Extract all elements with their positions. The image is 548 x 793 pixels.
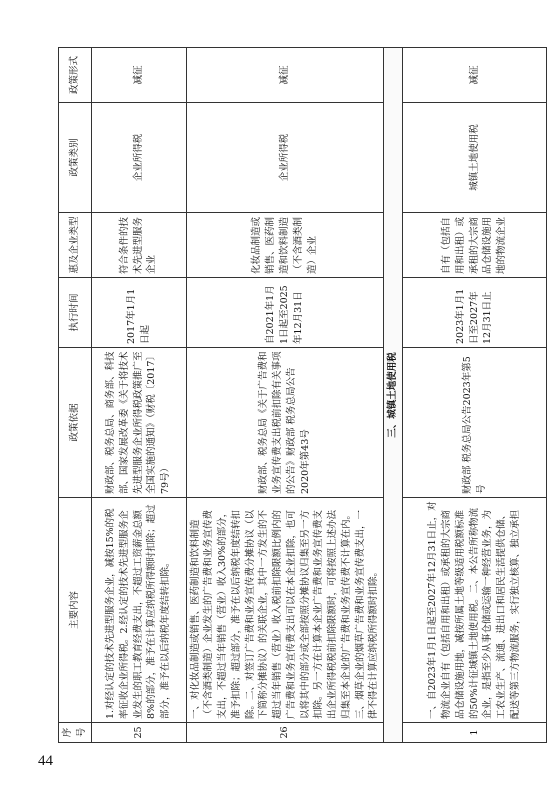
basis-cell: 财政部、税务总局、商务部、科技部、国家发展改革委《关于将技术先进型服务企业所得税政策推广至全国实施的通知》（财税〔2017〕79号） <box>91 348 186 498</box>
period-cell: 自2021年1月1日起至2025年12月31日 <box>186 278 384 348</box>
header-cell: 序号 <box>59 723 92 743</box>
header-cell: 主要内容 <box>59 498 92 723</box>
category-cell: 企业所得税 <box>186 103 384 213</box>
row-number: 1 <box>403 723 547 743</box>
section-title: 三、城镇土地使用税 <box>384 48 403 743</box>
content-cell: 一、自2023年1月1日起至2027年12月31日止，对物流企业自有（包括自用和出租）或承租的大宗商品仓储设施用地，减按所属土地等级适用税额标准的50%计征城镇土地使用税。二、本公告所称物流企业，是指至少从事仓储或运输一种经营业务，为工农业生产、流通、进出口和居民生活提供仓储、配送等第三方物流服务，实行独立核算、独立承担 <box>403 498 547 723</box>
table-header-row <box>59 48 92 743</box>
header-cell: 政策类别 <box>59 103 92 213</box>
form-cell: 减征 <box>186 48 384 103</box>
category-cell: 企业所得税 <box>91 103 186 213</box>
header-cell: 执行时间 <box>59 278 92 348</box>
beneficiary-cell: 自有（包括自用和出租）或承租的大宗商品仓储设施用地的物流企业 <box>403 213 547 278</box>
basis-cell: 财政部、税务总局《关于广告费和业务宣传费支出税前扣除有关事项的公告》财政部 税务总局公告2020年第43号 <box>186 348 384 498</box>
header-cell: 政策形式 <box>59 48 92 103</box>
content-cell: 1.对经认定的技术先进型服务企业，减按15%的税率征收企业所得税。2.经认定的技术先进型服务企业发生的职工教育经费支出，不超过工资薪金总额8%的部分，准予在计算应纳税所得额时扣除；超过部分，准予在以后纳税年度结转扣除。 <box>91 498 186 723</box>
category-cell: 城镇土地使用税 <box>403 103 547 213</box>
form-cell: 减征 <box>403 48 547 103</box>
policy-table <box>58 47 547 743</box>
section-row <box>384 48 403 743</box>
table-row <box>403 48 547 743</box>
beneficiary-cell: 化妆品制造或销售、医药制造和饮料制造（不含酒类制造）企业 <box>186 213 384 278</box>
basis-cell: 财政部 税务总局公告2023年第5号 <box>403 348 547 498</box>
form-cell: 减征 <box>91 48 186 103</box>
beneficiary-cell: 符合条件的技术先进型服务企业 <box>91 213 186 278</box>
table-row <box>186 48 384 743</box>
page-number: 44 <box>38 753 53 769</box>
period-cell: 2023年1月1日至2027年12月31日止 <box>403 278 547 348</box>
header-cell: 政策依据 <box>59 348 92 498</box>
row-number: 25 <box>91 723 186 743</box>
period-cell: 2017年1月1日起 <box>91 278 186 348</box>
rotated-table-wrapper <box>58 48 521 743</box>
table-row <box>91 48 186 743</box>
row-number: 26 <box>186 723 384 743</box>
content-cell: 一、对化妆品制造或销售、医药制造和饮料制造（不含酒类制造）企业发生的广告费和业务宣传费支出，不超过当年销售（营业）收入30%的部分，准予扣除；超过部分，准予在以后纳税年度结转扣除。二、对签订广告费和业务宣传费分摊协议（以下简称分摊协议）的关联企业，其中一方发生的不超过当年销售（营业）收入税前扣除限额比例内的广告费和业务宣传费支出可以在本企业扣除，也可以将其中的部分或全部按照分摊协议归集至另一方扣除。另一方在计算本企业广告费和业务宣传费支出企业所得税税前扣除限额时，可将按照上述办法归集至本企业的广告费和业务宣传费不计算在内。三、烟草企业的烟草广告费和业务宣传费支出，一律不得在计算应纳税所得额时扣除。 <box>186 498 384 723</box>
header-cell: 惠及企业类型 <box>59 213 92 278</box>
